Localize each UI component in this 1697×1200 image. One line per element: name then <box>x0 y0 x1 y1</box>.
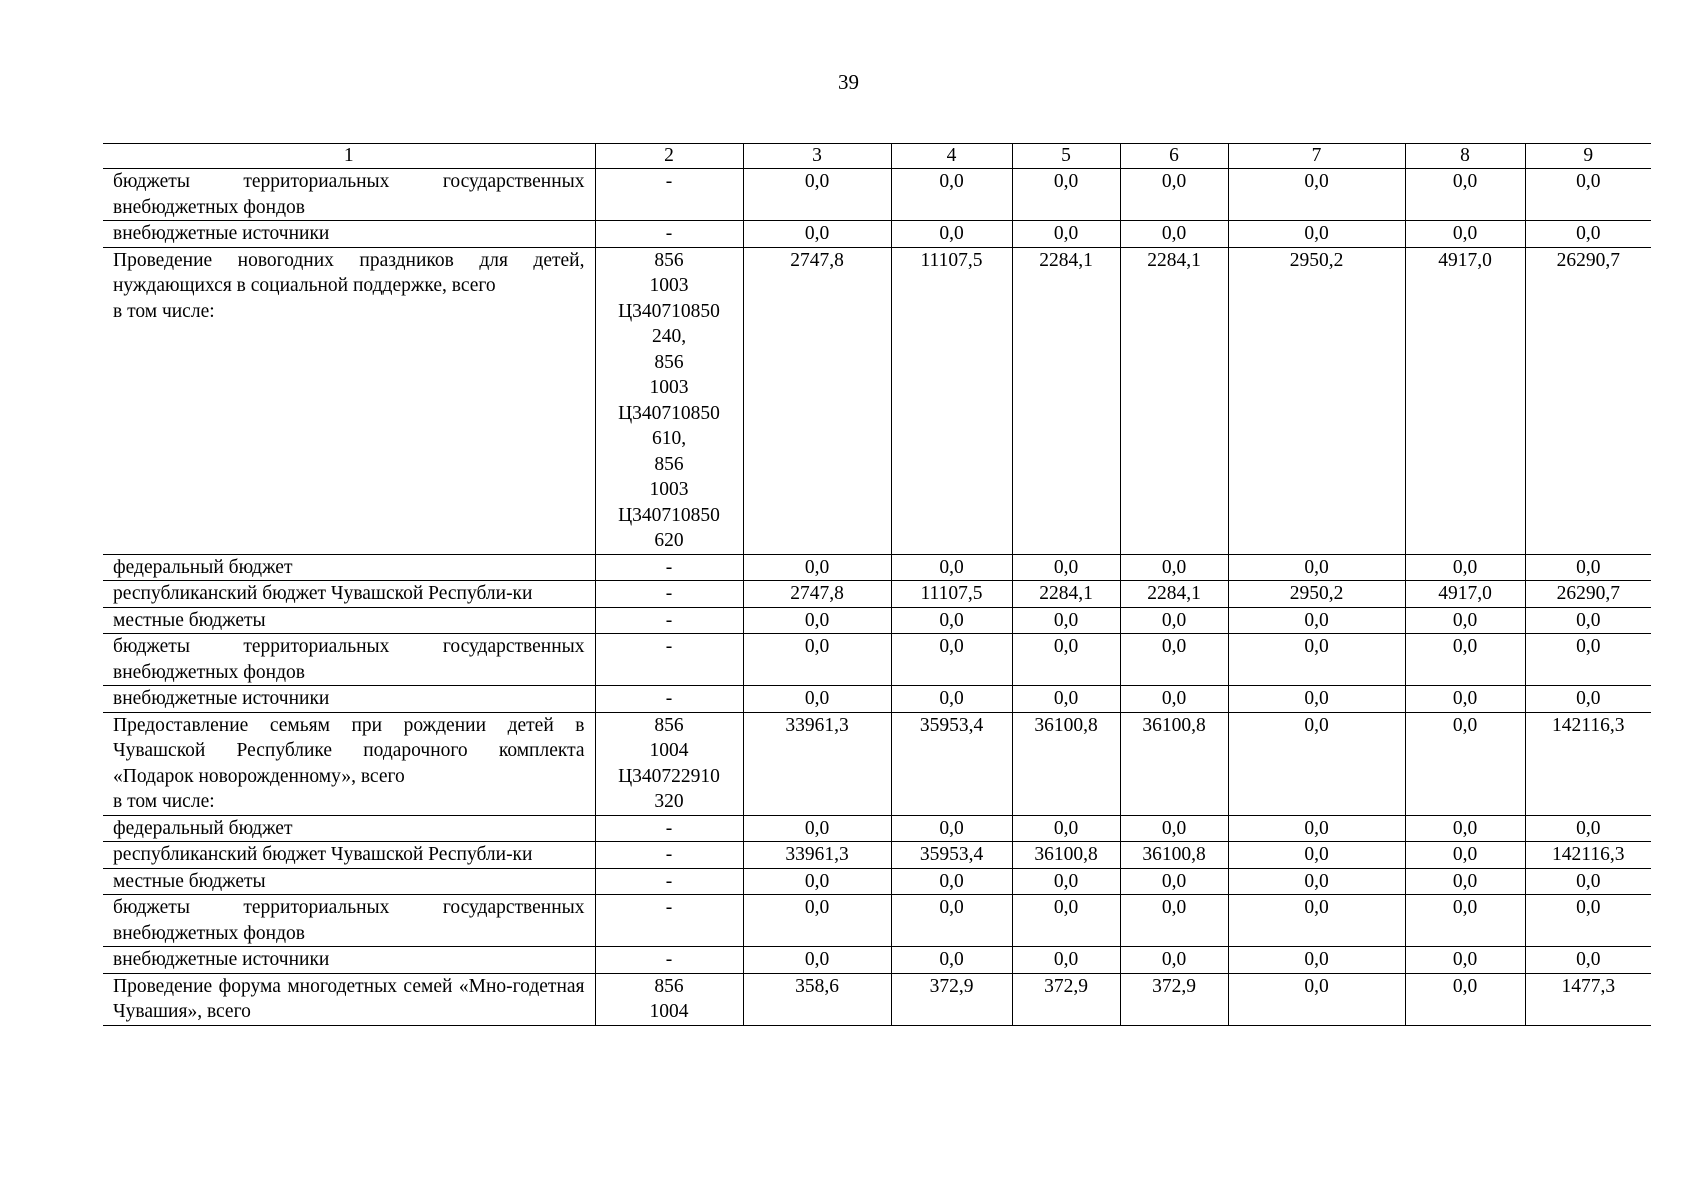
row-name-text: местные бюджеты <box>113 870 266 892</box>
value-cell: 11107,5 <box>891 247 1012 554</box>
table-row <box>103 607 1651 634</box>
budget-code-line: 1003 <box>649 377 689 398</box>
budget-code-cell <box>595 221 743 248</box>
value-cell: 0,0 <box>1228 947 1405 974</box>
budget-code-line: 856 <box>654 351 684 373</box>
value-cell: 0,0 <box>1120 947 1228 974</box>
row-name-text: республиканский бюджет Чувашской Республи-ки <box>113 583 533 604</box>
budget-code-line: - <box>665 171 673 192</box>
value-cell: 0,0 <box>891 607 1012 634</box>
budget-code-line: - <box>665 556 673 578</box>
value-cell: 2284,1 <box>1120 247 1228 554</box>
budget-code-line: - <box>665 688 673 709</box>
row-name-cell <box>103 686 595 713</box>
value-cell: 0,0 <box>1012 169 1120 221</box>
column-header: 5 <box>1012 144 1120 169</box>
value-cell: 2747,8 <box>743 581 891 608</box>
value-cell: 1477,3 <box>1525 973 1651 1025</box>
budget-code-line: 320 <box>654 791 684 812</box>
budget-code-cell <box>595 581 743 608</box>
value-cell: 36100,8 <box>1012 842 1120 869</box>
value-cell: 0,0 <box>1120 169 1228 221</box>
value-cell: 0,0 <box>1228 169 1405 221</box>
value-cell: 0,0 <box>1525 221 1651 248</box>
row-name-cell <box>103 554 595 581</box>
budget-code-cell <box>595 247 743 554</box>
value-cell: 0,0 <box>1012 947 1120 974</box>
header-row <box>103 144 1651 169</box>
value-cell: 26290,7 <box>1525 581 1651 608</box>
budget-code-line: Ц340710850 <box>618 504 720 526</box>
budget-code-cell <box>595 554 743 581</box>
row-name-text: федеральный бюджет <box>113 817 293 839</box>
value-cell: 11107,5 <box>891 581 1012 608</box>
value-cell: 0,0 <box>1228 842 1405 869</box>
value-cell: 0,0 <box>743 947 891 974</box>
value-cell: 0,0 <box>891 947 1012 974</box>
column-header: 2 <box>595 144 743 169</box>
row-name-cell <box>103 868 595 895</box>
value-cell: 0,0 <box>743 868 891 895</box>
column-header: 3 <box>743 144 891 169</box>
value-cell: 0,0 <box>1012 868 1120 895</box>
value-cell: 0,0 <box>1120 221 1228 248</box>
budget-code-line: 620 <box>654 530 684 551</box>
column-header: 1 <box>103 144 595 169</box>
row-name-text: внебюджетные источники <box>113 688 330 709</box>
value-cell: 0,0 <box>743 815 891 842</box>
value-cell: 0,0 <box>1012 815 1120 842</box>
budget-code-cell <box>595 634 743 686</box>
value-cell: 0,0 <box>1525 815 1651 842</box>
value-cell: 0,0 <box>743 554 891 581</box>
value-cell: 0,0 <box>1405 815 1525 842</box>
value-cell: 142116,3 <box>1525 712 1651 815</box>
budget-code-line: 610, <box>651 428 687 449</box>
budget-code-cell <box>595 607 743 634</box>
budget-code-line: 856 <box>654 249 684 271</box>
budget-code-cell <box>595 712 743 815</box>
value-cell: 0,0 <box>891 634 1012 686</box>
budget-code-line: - <box>665 636 673 657</box>
row-name-text: местные бюджеты <box>113 609 266 631</box>
value-cell: 0,0 <box>1120 868 1228 895</box>
budget-code-cell <box>595 973 743 1025</box>
table-row <box>103 581 1651 608</box>
value-cell: 0,0 <box>891 686 1012 713</box>
row-name-text: в том числе: <box>113 300 215 322</box>
column-header: 4 <box>891 144 1012 169</box>
value-cell: 0,0 <box>1525 554 1651 581</box>
value-cell: 0,0 <box>743 686 891 713</box>
row-name-cell <box>103 221 595 248</box>
budget-code-line: - <box>665 897 673 918</box>
value-cell: 35953,4 <box>891 842 1012 869</box>
value-cell: 2747,8 <box>743 247 891 554</box>
table-row <box>103 868 1651 895</box>
table-row <box>103 947 1651 974</box>
row-name-cell <box>103 581 595 608</box>
budget-code-line: Ц340710850 <box>618 402 720 424</box>
value-cell: 0,0 <box>1405 947 1525 974</box>
row-name-cell <box>103 947 595 974</box>
value-cell: 0,0 <box>1228 607 1405 634</box>
value-cell: 0,0 <box>1120 815 1228 842</box>
budget-table <box>103 143 1651 1026</box>
budget-code-line: - <box>665 870 673 892</box>
column-header: 6 <box>1120 144 1228 169</box>
row-name-text: бюджеты территориальных государственных внебюджетных фондов <box>113 897 585 944</box>
table-row <box>103 221 1651 248</box>
row-name-text: федеральный бюджет <box>113 556 293 578</box>
row-name-cell <box>103 842 595 869</box>
row-name-text: бюджеты территориальных государственных внебюджетных фондов <box>113 636 585 683</box>
column-header: 7 <box>1228 144 1405 169</box>
value-cell: 33961,3 <box>743 842 891 869</box>
budget-code-cell <box>595 842 743 869</box>
value-cell: 0,0 <box>1525 607 1651 634</box>
value-cell: 0,0 <box>1405 607 1525 634</box>
row-name-cell <box>103 607 595 634</box>
value-cell: 2284,1 <box>1012 247 1120 554</box>
value-cell: 0,0 <box>743 169 891 221</box>
value-cell: 0,0 <box>1228 686 1405 713</box>
value-cell: 0,0 <box>1120 607 1228 634</box>
budget-code-line: - <box>665 817 673 839</box>
table-row <box>103 247 1651 554</box>
value-cell: 36100,8 <box>1120 842 1228 869</box>
budget-code-line: Ц340722910 <box>618 765 720 787</box>
table-row <box>103 973 1651 1025</box>
row-name-text: внебюджетные источники <box>113 949 330 970</box>
value-cell: 0,0 <box>1405 554 1525 581</box>
budget-code-line: Ц340710850 <box>618 300 720 322</box>
value-cell: 0,0 <box>1228 973 1405 1025</box>
value-cell: 0,0 <box>891 554 1012 581</box>
table-body <box>103 169 1651 1026</box>
row-name-cell <box>103 247 595 554</box>
row-name-text: республиканский бюджет Чувашской Республи-ки <box>113 844 533 865</box>
budget-code-line: 856 <box>654 975 684 997</box>
table-row <box>103 842 1651 869</box>
budget-code-cell <box>595 947 743 974</box>
value-cell: 0,0 <box>1228 634 1405 686</box>
budget-code-cell <box>595 169 743 221</box>
budget-code-line: 1003 <box>649 479 689 500</box>
value-cell: 0,0 <box>743 607 891 634</box>
budget-code-cell <box>595 686 743 713</box>
value-cell: 4917,0 <box>1405 247 1525 554</box>
value-cell: 0,0 <box>1525 895 1651 947</box>
value-cell: 0,0 <box>891 895 1012 947</box>
value-cell: 0,0 <box>1405 221 1525 248</box>
row-name-text: Предоставление семьям при рождении детей в Чувашской Республике подарочного комплекта «Подарок новорожденному», всего <box>113 714 585 787</box>
value-cell: 0,0 <box>1120 686 1228 713</box>
budget-code-line: 856 <box>654 714 684 736</box>
value-cell: 0,0 <box>1405 169 1525 221</box>
budget-code-cell <box>595 868 743 895</box>
value-cell: 0,0 <box>1012 607 1120 634</box>
budget-code-line: - <box>665 949 673 970</box>
table-row <box>103 634 1651 686</box>
column-header: 8 <box>1405 144 1525 169</box>
row-name-cell <box>103 169 595 221</box>
value-cell: 0,0 <box>743 634 891 686</box>
value-cell: 0,0 <box>1525 947 1651 974</box>
row-name-cell <box>103 634 595 686</box>
value-cell: 0,0 <box>1405 686 1525 713</box>
row-name-cell <box>103 895 595 947</box>
value-cell: 372,9 <box>1120 973 1228 1025</box>
value-cell: 0,0 <box>891 221 1012 248</box>
value-cell: 35953,4 <box>891 712 1012 815</box>
value-cell: 26290,7 <box>1525 247 1651 554</box>
table-row <box>103 686 1651 713</box>
table-row <box>103 815 1651 842</box>
value-cell: 4917,0 <box>1405 581 1525 608</box>
value-cell: 2950,2 <box>1228 581 1405 608</box>
budget-code-line: - <box>665 844 673 865</box>
column-header: 9 <box>1525 144 1651 169</box>
value-cell: 0,0 <box>891 868 1012 895</box>
budget-code-cell <box>595 815 743 842</box>
value-cell: 372,9 <box>1012 973 1120 1025</box>
row-name-text: Проведение форума многодетных семей «Мно-годетная Чувашия», всего <box>113 975 585 1022</box>
value-cell: 0,0 <box>1120 634 1228 686</box>
value-cell: 0,0 <box>1525 686 1651 713</box>
budget-code-line: 856 <box>654 453 684 475</box>
table-row <box>103 554 1651 581</box>
budget-code-line: - <box>665 223 673 244</box>
row-name-cell <box>103 712 595 815</box>
value-cell: 0,0 <box>1012 895 1120 947</box>
budget-code-line: - <box>665 609 673 631</box>
value-cell: 2284,1 <box>1120 581 1228 608</box>
value-cell: 0,0 <box>1405 973 1525 1025</box>
value-cell: 0,0 <box>743 221 891 248</box>
value-cell: 0,0 <box>1228 712 1405 815</box>
value-cell: 36100,8 <box>1012 712 1120 815</box>
value-cell: 0,0 <box>1012 221 1120 248</box>
value-cell: 0,0 <box>1120 895 1228 947</box>
value-cell: 0,0 <box>1228 815 1405 842</box>
value-cell: 0,0 <box>1228 221 1405 248</box>
value-cell: 142116,3 <box>1525 842 1651 869</box>
budget-code-line: 1004 <box>649 1001 689 1022</box>
value-cell: 0,0 <box>1012 634 1120 686</box>
value-cell: 372,9 <box>891 973 1012 1025</box>
row-name-text: внебюджетные источники <box>113 223 330 244</box>
value-cell: 0,0 <box>743 895 891 947</box>
value-cell: 2284,1 <box>1012 581 1120 608</box>
value-cell: 33961,3 <box>743 712 891 815</box>
row-name-text: Проведение новогодних праздников для детей, нуждающихся в социальной поддержке, всего <box>113 249 585 296</box>
budget-code-cell <box>595 895 743 947</box>
value-cell: 0,0 <box>1405 712 1525 815</box>
value-cell: 0,0 <box>1525 634 1651 686</box>
value-cell: 0,0 <box>891 169 1012 221</box>
table-row <box>103 712 1651 815</box>
value-cell: 2950,2 <box>1228 247 1405 554</box>
row-name-text: в том числе: <box>113 791 215 812</box>
value-cell: 0,0 <box>1405 868 1525 895</box>
value-cell: 0,0 <box>1405 895 1525 947</box>
value-cell: 0,0 <box>1228 868 1405 895</box>
value-cell: 0,0 <box>1525 169 1651 221</box>
row-name-cell <box>103 815 595 842</box>
value-cell: 0,0 <box>891 815 1012 842</box>
table-row <box>103 169 1651 221</box>
value-cell: 0,0 <box>1405 842 1525 869</box>
value-cell: 0,0 <box>1120 554 1228 581</box>
value-cell: 358,6 <box>743 973 891 1025</box>
budget-code-line: - <box>665 583 673 604</box>
value-cell: 0,0 <box>1228 554 1405 581</box>
value-cell: 0,0 <box>1012 686 1120 713</box>
budget-code-line: 1004 <box>649 740 689 761</box>
budget-code-line: 240, <box>651 326 687 347</box>
value-cell: 36100,8 <box>1120 712 1228 815</box>
row-name-cell <box>103 973 595 1025</box>
page-number: 39 <box>838 70 859 94</box>
table-row <box>103 895 1651 947</box>
value-cell: 0,0 <box>1012 554 1120 581</box>
value-cell: 0,0 <box>1228 895 1405 947</box>
value-cell: 0,0 <box>1405 634 1525 686</box>
budget-code-line: 1003 <box>649 275 689 296</box>
row-name-text: бюджеты территориальных государственных внебюджетных фондов <box>113 171 585 218</box>
value-cell: 0,0 <box>1525 868 1651 895</box>
